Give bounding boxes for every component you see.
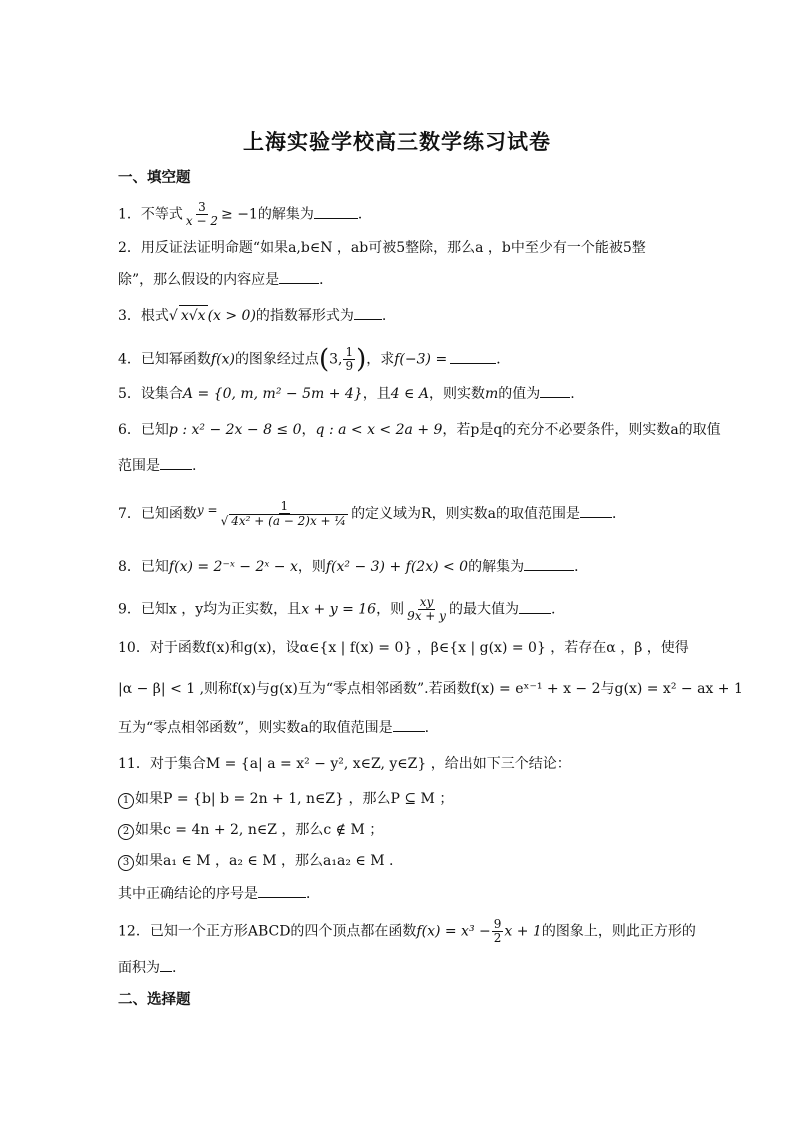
fraction-numerator: 9 (493, 917, 502, 931)
question-text: ，则 (376, 601, 405, 618)
punctuation: . (424, 720, 430, 736)
question-text: 已知x ，y均为正实数，且 (140, 601, 302, 618)
fraction (184, 201, 220, 228)
fraction-denominator: 2 (493, 931, 502, 945)
question-number: 5． (118, 386, 141, 402)
question-6-continued (118, 455, 688, 476)
answer-blank[interactable] (258, 883, 306, 898)
condition: 4 ∈ A (390, 386, 429, 402)
question-number: 1． (118, 206, 141, 223)
question-6 (118, 420, 721, 440)
question-9 (118, 596, 688, 623)
question-text: 根式 (140, 308, 169, 324)
punctuation: ． (574, 559, 589, 575)
set-expression: A = {0, m, m² − 5m + 4} (182, 386, 363, 402)
page-title: 上海实验学校高三数学练习试卷 (243, 129, 551, 154)
question-text: 对于函数f(x)和g(x)，设α∈{x | f(x) = 0} ，β∈{x | g(x) = 0} ，若存在α ，β ，使得 (149, 640, 689, 656)
answer-blank[interactable] (540, 383, 570, 398)
question-text: ，求 (366, 351, 395, 368)
question-text: 的图象上，则此正方形的 (541, 923, 696, 940)
question-text: 对于集合M = {a| a = x² − y², x∈Z, y∈Z} ，给出如下三个结论： (149, 756, 571, 772)
question-text: |α − β| < 1 ,则称f(x)与g(x)互为“零点相邻函数”.若函数f(x) = eˣ⁻¹ + x − 2与g(x) = x² − ax + 1 (118, 681, 743, 697)
question-number: 11． (118, 756, 150, 772)
question-3 (118, 305, 688, 326)
question-11-conclusion-1 (118, 789, 688, 809)
point-coordinate: 3, (329, 351, 343, 368)
question-11-conclusion-3 (118, 851, 688, 871)
fraction-numerator: 1 (345, 345, 354, 359)
punctuation: ． (319, 272, 334, 288)
question-text: 不等式 (140, 206, 183, 223)
fraction (343, 346, 355, 373)
radical-sign: √ (220, 514, 229, 528)
conclusion-text: 如果P = {b| b = 2n + 1, n∈Z} ，那么P ⊆ M ； (135, 791, 454, 807)
question-4 (118, 346, 688, 373)
question-12-continued (118, 957, 688, 978)
section-multiple-choice-heading: 二、选择题 (118, 991, 191, 1008)
answer-blank[interactable] (160, 455, 192, 470)
fraction-denominator: 9x + y (407, 609, 446, 623)
answer-blank[interactable] (354, 305, 382, 320)
inequality: ≥ −1 (221, 206, 258, 223)
function-name: f(x) (210, 351, 235, 368)
question-text: ，若p是q的充分不必要条件，则实数a的取值 (442, 422, 721, 438)
fraction (405, 596, 448, 623)
question-number: 12． (118, 923, 150, 940)
question-text: 已知一个正方形ABCD的四个顶点都在函数 (149, 923, 417, 940)
variable: m (484, 386, 499, 402)
question-number: 6． (118, 422, 141, 438)
question-text: 已知函数 (140, 506, 197, 522)
question-text: 的值为 (498, 386, 541, 402)
answer-blank[interactable] (160, 957, 172, 972)
question-text: ，则实数 (428, 386, 485, 402)
question-text: 设集合 (140, 386, 183, 402)
question-number: 8． (118, 559, 141, 575)
condition: (x > 0) (207, 308, 256, 324)
question-number: 2． (118, 240, 141, 256)
question-11 (118, 754, 688, 774)
right-paren: ) (356, 344, 367, 375)
question-2-continued (118, 269, 688, 290)
question-12 (118, 917, 696, 945)
question-text: 的图象经过点 (234, 351, 319, 368)
fraction-numerator: 1 (280, 499, 289, 513)
circled-number: 1 (118, 793, 134, 809)
conclusion-text: 如果c = 4n + 2, n∈Z ，那么c ∉ M ； (135, 822, 384, 838)
function-definition: x + 1 (504, 923, 542, 940)
proposition-q: q : a < x < 2a + 9 (315, 422, 443, 438)
question-text: ，且 (362, 386, 391, 402)
punctuation: ． (306, 886, 320, 902)
question-text: 已知 (140, 559, 169, 575)
inequality: f(x² − 3) + f(2x) < 0 (325, 559, 469, 575)
question-text: 范围是 (118, 458, 160, 474)
punctuation: ． (611, 506, 626, 522)
fraction-numerator: 3 (198, 200, 206, 214)
fraction-denominator: 9 (345, 359, 354, 373)
punctuation: . (550, 601, 556, 618)
question-10-line-2 (118, 679, 743, 699)
function-value: f(−3) = (394, 351, 448, 368)
left-paren: ( (318, 344, 330, 375)
question-7 (118, 500, 688, 540)
question-10 (118, 638, 688, 658)
function-definition: f(x) = 2⁻ˣ − 2ˣ − x (168, 559, 298, 575)
punctuation: . (192, 458, 197, 474)
conclusion-text: 如果a₁ ∈ M ，a₂ ∈ M ，那么a₁a₂ ∈ M . (135, 853, 394, 869)
question-11-conclusion-2 (118, 820, 688, 840)
question-text: 已知 (140, 422, 169, 438)
question-10-line-3 (118, 717, 688, 738)
question-text: 的解集为 (468, 559, 525, 575)
question-text: 面积为 (118, 960, 160, 976)
answer-blank[interactable] (314, 204, 358, 219)
fraction-denominator: x − 2 (185, 214, 219, 228)
punctuation: ． (496, 351, 511, 368)
question-text: 用反证法证明命题“如果a,b∈N ，ab可被5整除，那么a ，b中至少有一个能被5整 (140, 240, 646, 256)
question-number: 3． (118, 308, 141, 324)
question-text: ，则 (297, 559, 326, 575)
question-text: 的指数幂形式为 (255, 308, 354, 324)
punctuation: . (381, 308, 387, 324)
answer-blank[interactable] (279, 269, 319, 284)
fraction-numerator: xy (419, 595, 434, 609)
answer-blank[interactable] (524, 556, 574, 571)
question-number: 10． (118, 640, 150, 656)
proposition-p: p : x² − 2x − 8 ≤ 0 (168, 422, 302, 438)
question-5 (118, 383, 688, 404)
question-text: 的解集为 (257, 206, 314, 223)
question-2 (118, 238, 688, 258)
circled-number: 3 (118, 855, 134, 871)
question-11-answer-line (118, 883, 688, 904)
question-text: 已知幂函数 (140, 351, 211, 368)
question-text: 的最大值为 (448, 601, 519, 618)
condition: x + y = 16 (301, 601, 377, 618)
question-8 (118, 556, 688, 577)
fraction (492, 918, 504, 945)
circled-number: 2 (118, 824, 134, 840)
fraction-denominator: 4x² + (a − 2)x + ¼ (231, 514, 347, 528)
question-text: 其中正确结论的序号是 (118, 886, 258, 902)
question-number: 9． (118, 601, 141, 618)
punctuation: ， (301, 422, 316, 438)
function-definition: f(x) = x³ − (416, 923, 491, 940)
radical-expression: x√x (179, 305, 208, 326)
radical-sign: √ (168, 308, 178, 324)
question-number: 4． (118, 351, 141, 368)
answer-blank[interactable] (393, 717, 425, 732)
function-label: y = (196, 503, 218, 517)
question-text: 除”，那么假设的内容应是 (118, 272, 280, 288)
fraction (219, 500, 350, 528)
question-text: 互为“零点相邻函数”，则实数a的取值范围是 (118, 720, 393, 736)
answer-blank[interactable] (519, 599, 551, 614)
answer-blank[interactable] (450, 349, 496, 364)
answer-blank[interactable] (580, 503, 612, 518)
question-number: 7． (118, 506, 141, 522)
punctuation: . (570, 386, 575, 402)
question-text: 的定义域为R，则实数a的取值范围是 (351, 506, 580, 522)
section-fill-blank-heading: 一、填空题 (118, 169, 191, 186)
punctuation: . (172, 960, 177, 976)
question-1 (118, 201, 688, 228)
punctuation: ． (357, 206, 372, 223)
